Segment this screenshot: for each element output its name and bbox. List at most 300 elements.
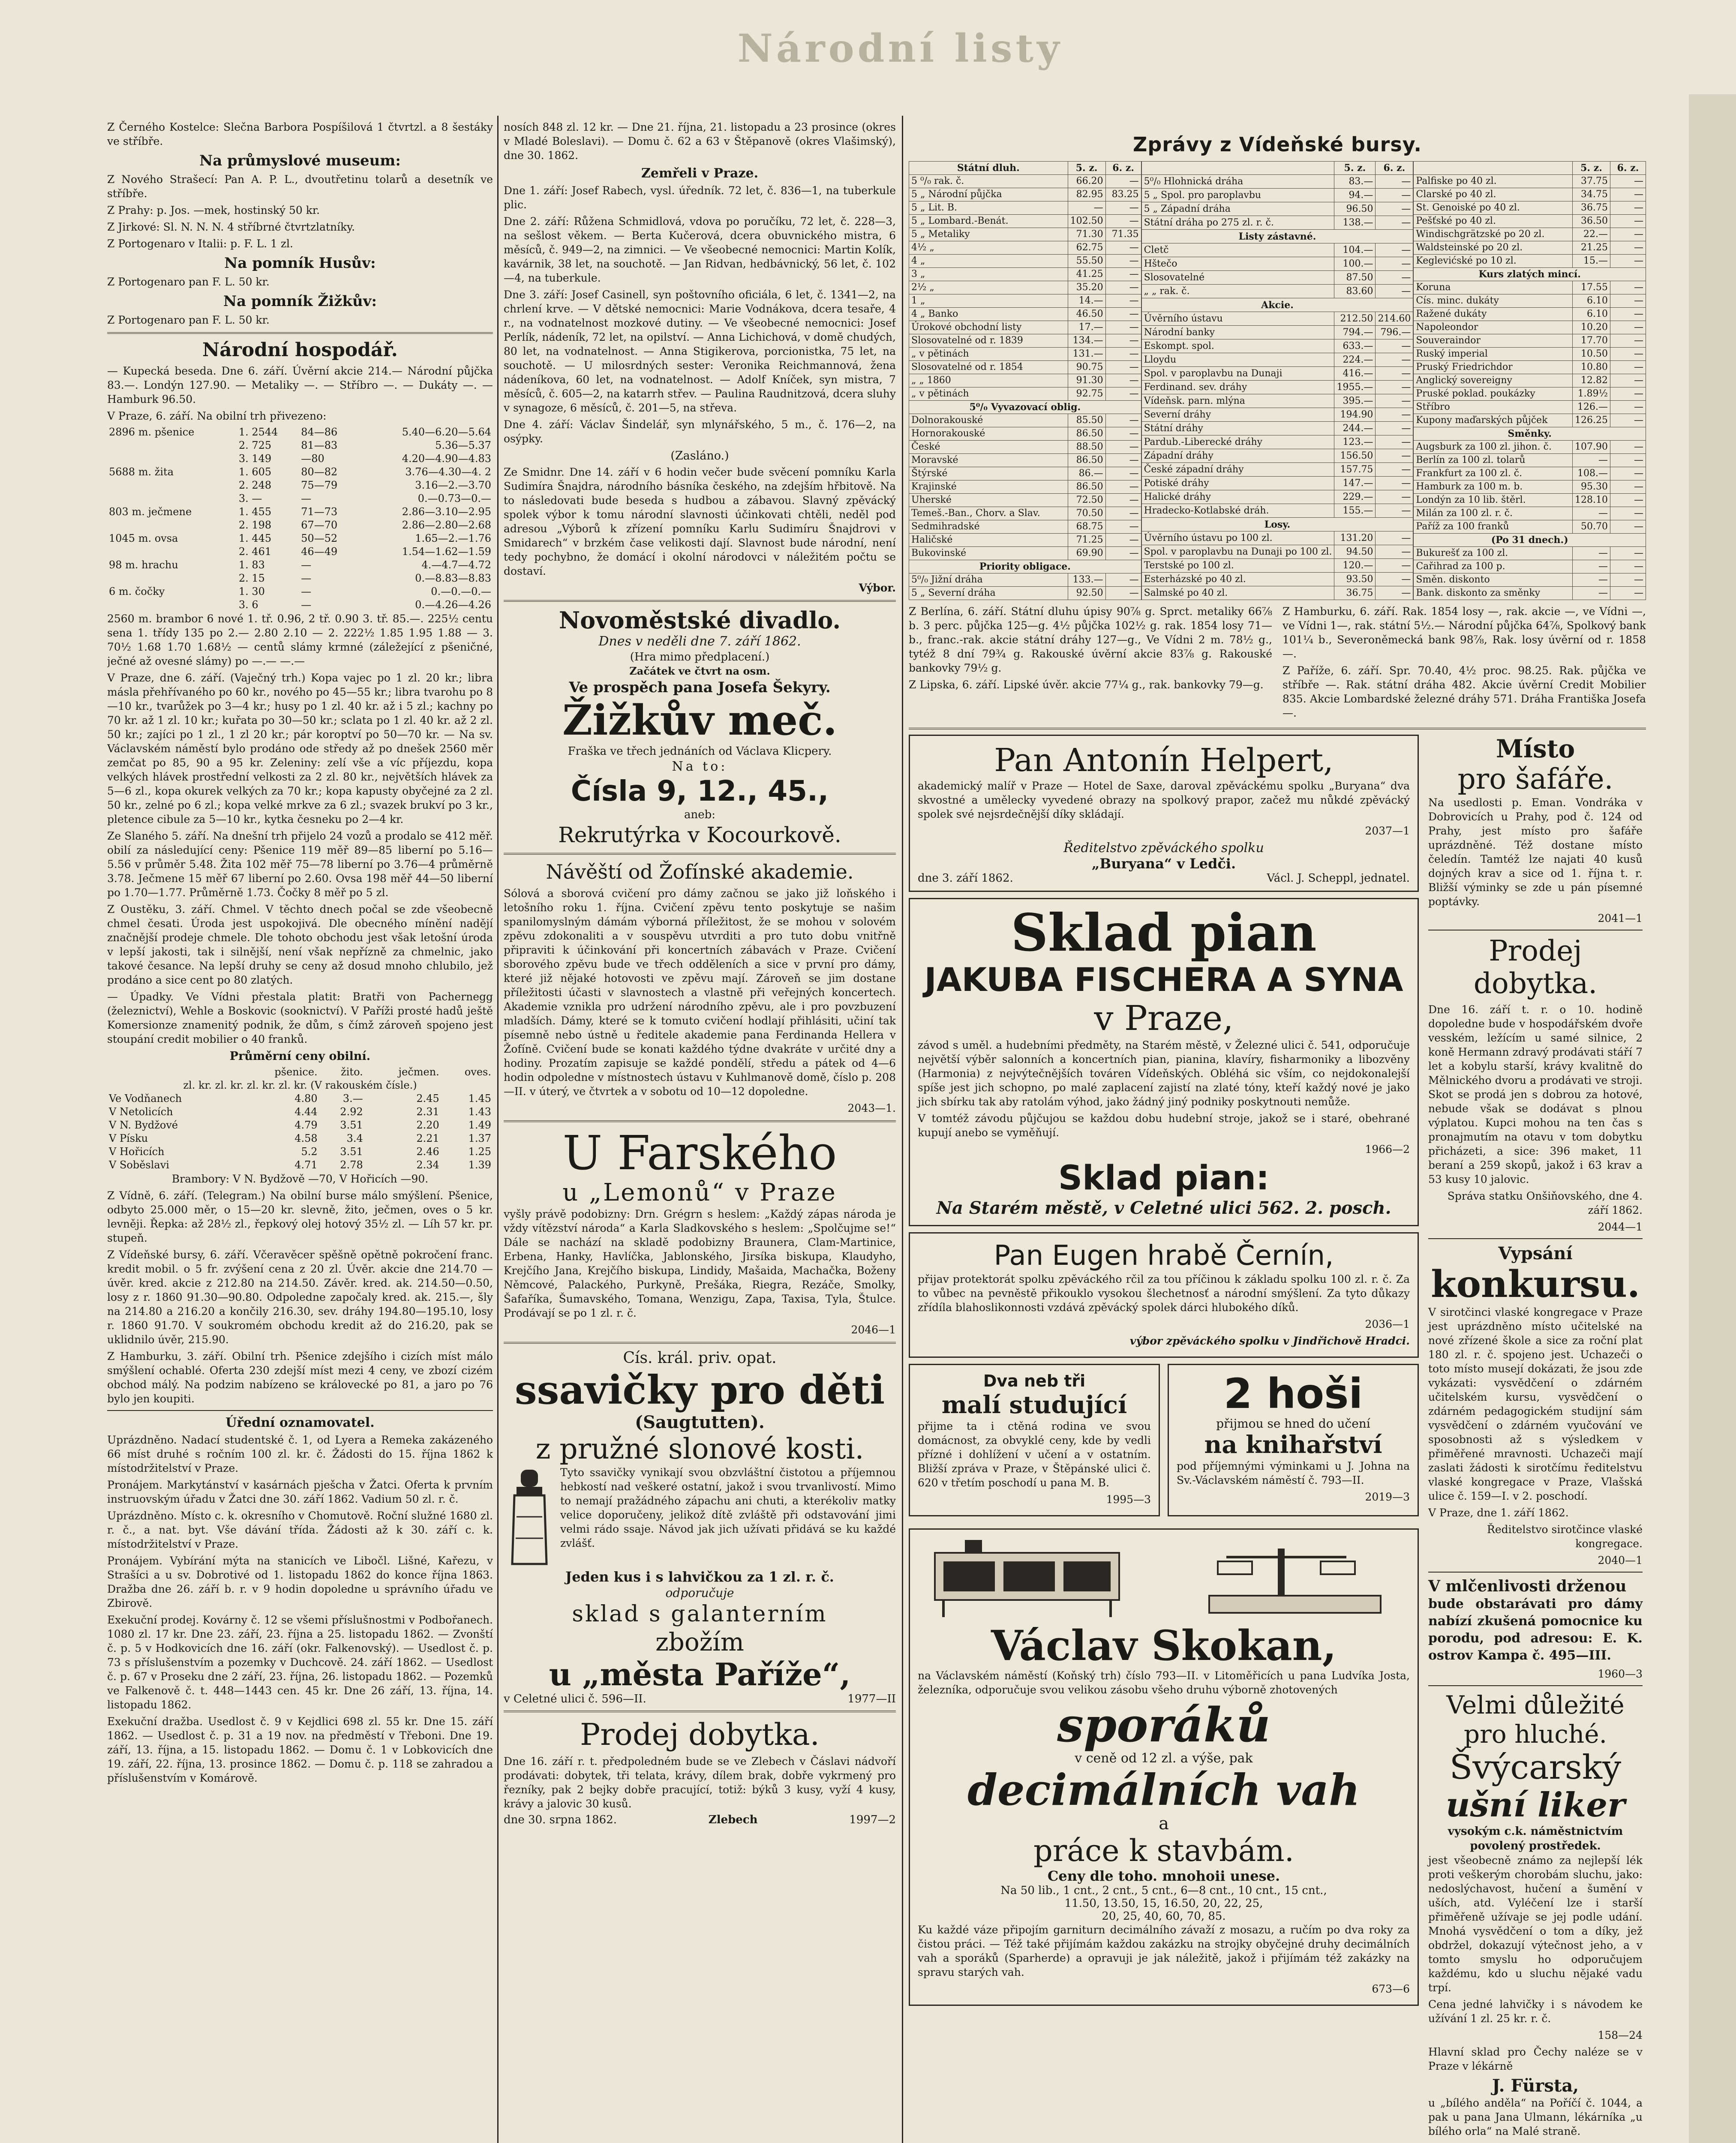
code: 2019—3 [1365, 1491, 1410, 1503]
table-cell: 92.75 [1068, 387, 1105, 401]
table-cell: 17.55 [1573, 281, 1610, 294]
ssavicky-head2: ssavičky pro děti [514, 1367, 885, 1413]
table-cell: Ruský imperial [1414, 348, 1573, 361]
table-cell: — [1105, 308, 1141, 321]
table-cell: Vídeňsk. parn. mlýna [1141, 394, 1334, 408]
table-cell: Berlín za 100 zl. tolarů [1414, 454, 1573, 467]
paragraph: Dne 3. září: Josef Casinell, syn poštovního oficiála, 6 let, č. 1341—2, na chrlení krve. — V dětské nemocnici: Marie Vodnákova, dcera tesaře, 4 r., na vodnatelnost mozkové dutiny. — Ve všeobecné nemocnici: Josef Perlík, nádeník, 72 let, na opilství. — Anna Lichichová, v domě chudých, 80 let, na vodnatelnost. — Anna Stigikerova, porcionistka, 75 let, na souchotě. — U milosrdných sester: Veronika Reichmannová, žena nádeníkova, 60 let, na vodnatelnost. — Adolf Kníček, syn mistra, 7 měsíců, č. 605—2, na katarrh střev. — Paulina Raudnitzová, dcera sluhy v synagoze, 6 měsíců, č. 201—5, na střeva. [504, 288, 896, 414]
paragraph: — Úpadky. Ve Vídni přestala platit: Bratři von Pachernegg (železnictví), Wehle a Boskovic (sooknictví). V Paříži prosté hadů ještě Komersionze znamenitý podnik, že dům, s čímž zároveň spojeno jest stoupání credit mobilier o 40 franků. [107, 990, 493, 1045]
cernin-sign: výbor zpěváckého spolku v Jindřichově Hradci. [1129, 1335, 1410, 1347]
table-cell: 416.— [1334, 367, 1376, 381]
table-cell: — [1105, 414, 1141, 427]
table-cell: Cařihrad za 100 p. [1414, 560, 1573, 573]
paragraph: Z Oustěku, 3. září. Chmel. V těchto dnech počal se zde všeobecně chmel česati. Úroda jest uspokojivá. Dle obecného mínění nadějí značnější prodeje chmele. Dle tohoto obchodu jest však letošní úroda v lepší jakosti, tak i silnější, není však nepřízně za chmelnic, jako takové česance. Na lepší druhy se ceny až dosud mnoho chlubilo, jež prodáno a sice cent po 80 zlatých. [107, 903, 493, 986]
cernin-title: Pan Eugen hrabě Černín, [994, 1240, 1334, 1272]
ssavicky-store3: u „města Paříže“, [549, 1656, 851, 1693]
table-cell: — [1376, 243, 1413, 257]
table-row [1141, 326, 1413, 339]
table-cell: 128.10 [1573, 494, 1610, 507]
skokan-prices-row: Na 50 lib., 1 cnt., 2 cnt., 5 cnt., 6—8 cnt., 10 cnt., 15 cnt., [1000, 1884, 1327, 1897]
table-cell: — [1376, 257, 1413, 271]
usni-l5: vysokým c.k. náměstnictvím povolený prostředek. [1448, 1825, 1623, 1852]
table-section-label: Priority obligace. [909, 560, 1141, 573]
table-row [1141, 559, 1413, 573]
table-cell: — [1610, 188, 1646, 201]
table-cell: — [1376, 586, 1413, 600]
table-cell: 2. 15 [238, 572, 265, 584]
table-cell: 4.—4.7—4.72 [421, 559, 491, 571]
table-row [909, 348, 1141, 361]
table-cell: Augsburk za 100 zl. jihon. č. [1414, 441, 1573, 454]
table-cell: 5 ⁰/₀ rak. č. [909, 175, 1068, 188]
table-cell: 91.30 [1068, 374, 1105, 387]
table-cell: Slosovatelné od r. 1839 [909, 334, 1068, 348]
table-row [1141, 463, 1413, 477]
table-row [107, 585, 493, 598]
table-cell: — [1105, 507, 1141, 520]
table-cell: — [1610, 480, 1646, 494]
table-row [107, 519, 493, 532]
table-row [1141, 257, 1413, 271]
table-cell: Hštečo [1141, 257, 1334, 271]
table-cell: 5 „ Lit. B. [909, 201, 1068, 215]
table-cell: 2.86—3.10—2.95 [402, 506, 491, 518]
paragraph: Brambory: V N. Bydžově —70, V Hořicích —90. [171, 1173, 429, 1185]
paragraph: přijav protektorát spolku zpěváckého rčil za tou příčinou k základu spolku 100 zl. r. č. Za to vůbec na pevněstě přikouklo vysokou šlechetnosť a národní smýšlení. Za tyto důkazy zřídíla blahoslikonnosti vzdává zpěvácký spolek dárci hlubokého díků. [918, 1273, 1410, 1314]
table-cell: Spol. v paroplavbu na Dunaji po 100 zl. [1141, 545, 1334, 559]
table-row [1141, 490, 1413, 504]
bourse-table-a [909, 161, 1141, 600]
masthead-title: Národní listy [737, 26, 1063, 71]
table-cell [107, 598, 237, 612]
table-cell: 3. — [238, 492, 262, 504]
table-cell: 17.— [1068, 321, 1105, 334]
table-row [909, 241, 1141, 255]
paragraph: Sólová a sborová cvičení pro dámy začnou se jako již loňského i letošního roku 1. října. Cvičení zpěvu tento poskytuje se našim spanilomyslným dámám výborná příležitost, že se mohou v solovém zpěvu zdokonaliti a v souspěvu utvrditi a pro tuto dobu vnitřně připraviti k účinkování při koncertních zábavách v Praze. Cvičení sborového zpěvu bude ve třech odděleních a sice v první pro dámy, které již nějaké hotovosti ve zpěvu mají. Zároveň se jim dostane příležitosti účasti v slavnostech a vlastně při veřejných koncertech. Akademie vznikla pro udržení národního zpěvu, ale i pro povzbuzení mladších. Dámy, které se k tomuto cvičení hodlají přihlásiti, učiní tak písemně nebo ústně u ředitele akademie pana Ferdinanda Hellera v Žofíně. Cvičení bude se konati každého týdne dvakráte v určité dny a hodiny. Prozatím zapisuje se každé pondělí, středu a pátek od 4—6 hodin odpoledne v místnostech ústavu v Kuhlmanově domě, číslo p. 208—II. v úterý, ve čtvrtek a v sobotu od 10—12 dopoledne. [504, 887, 896, 1098]
table-row [1141, 298, 1413, 312]
table-cell: 46.50 [1068, 308, 1105, 321]
table-cell: — [1376, 531, 1413, 545]
ssavicky-head1: Cís. král. priv. opat. [623, 1349, 777, 1367]
divider [504, 1120, 896, 1122]
table-row [1414, 560, 1646, 573]
table-cell: 5 „ Spol. pro paroplavbu [1141, 189, 1334, 202]
table-row [909, 228, 1141, 241]
table-cell: — [1376, 559, 1413, 573]
table-cell: 4.80 [294, 1093, 318, 1105]
divider [504, 853, 896, 855]
table-cell: 1.54—1.62—1.59 [402, 546, 491, 558]
divider [1428, 1238, 1643, 1239]
paragraph: Z Jirkové: Sl. N. N. N. 4 stříbrné čtvrtzlatníky. [107, 221, 355, 233]
table-cell: Pešťské po 40 zl. [1414, 215, 1573, 228]
table-cell: — [1376, 339, 1413, 353]
table-cell: Státní dráhy [1141, 422, 1334, 435]
table-cell: 244.— [1334, 422, 1376, 435]
table-cell: 0.—4.26—4.26 [415, 599, 491, 611]
ssavicky-addr: v Celetné ulici č. 596—II. [504, 1693, 646, 1705]
table-cell: Eskompt. spol. [1141, 339, 1334, 353]
theatre-title: Novoměstské divadlo. [559, 606, 841, 634]
code: 2037—1 [1365, 825, 1410, 837]
table-row [1141, 243, 1413, 257]
paragraph: Dne 16. září t. r. o 10. hodině dopoledne bude v hospodářském dvoře vesském, ležícím u samé silnice, 2 koně Hermann zdravý prodávati stáří 7 let a kobylu starší, krávy kvalitně do Mělnického dvoru a prodávati ve stroji. Skot se prodá jen s dobrou za hotové, nebude však se dodávat s plnou výplatou. Kupci mohou na ten čas s pronajmutím na otavu v tom dobytku přicházeti, a sice: 396 maket, 11 beraní a 259 skopů, jakož i 63 krav a 53 kusy 10 jalovic. [1428, 1003, 1643, 1186]
table-cell: 1955.— [1334, 381, 1376, 394]
paragraph: pod příjemnými výminkami u J. Johna na Sv.-Václavském náměstí č. 793—II. [1177, 1460, 1410, 1486]
table-row [1414, 281, 1646, 294]
table-cell: — [301, 572, 312, 584]
table-cell: — [1105, 547, 1141, 560]
table-cell: — [1610, 361, 1646, 374]
section-heading: (Zasláno.) [670, 449, 729, 462]
paragraph: závod s uměl. a hudebními předměty, na Starém městě, v Železné ulici č. 541, odporučuje největší výběr salonních a koncertních pian, pianina, klavíry, fisharmoniky a libozvěny (Harmonia) z nejvýtečnějších továren Vídeňských. Obléhá sic vším, co nejdokonalejší spíše jest jich schopno, po malé zaplacení zajistí na zlaté tóny, kteří každý nové je jako jich sbírku tak aby ratolám výhod, jako žádný jiný podniky poskytnouti nemůže. [918, 1039, 1410, 1108]
table-cell: — [301, 585, 312, 597]
table-row [1141, 449, 1413, 463]
skokan-prices-head: Ceny dle toho. mnohoii unese. [1047, 1868, 1280, 1884]
stove-and-scale-illustration [918, 1536, 1406, 1621]
table-cell: 147.— [1334, 477, 1376, 490]
fischer-firm: JAKUBA FISCHERA A SYNA [924, 960, 1403, 999]
table-cell: 2.34 [416, 1159, 439, 1171]
table-cell: 82.95 [1068, 188, 1105, 201]
table-row [909, 201, 1141, 215]
table-cell: St. Genoiské po 40 zl. [1414, 201, 1573, 215]
table-cell: Směn. diskonto [1414, 573, 1573, 587]
paragraph: Exekuční dražba. Usedlost č. 9 v Kejdlici 698 zl. 55 kr. Dne 15. září 1862. — Usedlost č. p. 31 a 19 nov. na předměstí v Třeboni. Dne 19. září, 13. října, a 15. listopadu 1862. — Domu č. 1 v Lobkovicích dne 19. září, 22. října, 13. prosince 1862. — Domu č. p. 118 se zahradou a příslušenstvím v Komárově. [107, 1715, 493, 1784]
theatre-play: Žižkův meč. [562, 696, 838, 744]
table-header: 6. z. [1105, 162, 1141, 175]
paragraph: Ze Smidnr. Dne 14. září v 6 hodin večer bude svěcení pomníku Karla Sudimíra Šnajdra, národního básníka českého, na zdejším hřbitově. Na to následovati bude beseda s hudbou a zábavou. Slavný zpěvácký spolek výbor k tomu národní slavnosti účinkovati chtěli, neděl pod adresou „Výborů k zřízení pomníku Karlu Sudimíru Šnajdrovi v Smidarech“ v brzkém čase velikosti dají. Slavnost bude národní, není tedy pochybno, že domácí i okolní národovci v náležitém počtu se dostaví. [504, 466, 896, 577]
table-cell: — [1573, 547, 1610, 560]
table-cell: Slosovatelné [1141, 271, 1334, 285]
table-section-label: 5⁰/₀ Vyvazovací oblig. [909, 401, 1141, 414]
table-cell: 3 „ [909, 268, 1068, 281]
paragraph: V Praze, dne 6. září. (Vaječný trh.) Kopa vajec po 1 zl. 20 kr.; libra másla přehřívaného po 60 kr., nového po 45—55 kr.; libra tvarohu po 8—10 kr., tvarůžek po 3—4 kr.; husy po 1 zl. 40 kr. až i 5 zl.; kachny po 70 kr. až 1 zl. 10 kr.; kuřata po 30—50 kr.; sclata po 1 zl. 40 kr. až 2 zl. 50 kr.; zajíci po 1 zl., 1 zl 20 kr.; pár koroptví po 50—70 kr. — Na sv. Václavském náměstí bylo prodáno ode středy až po dnešek 2560 měr zemčat po 85, 90 a 95 kr. Zeleniny: zelí vše a víc příjezdu, kopa velkých hlávek prostřední velkosti za 2 zl. 80 kr., největších hlávek za 5—6 zl., kopa okurek velkých za 70 kr.; kopa kapusty obyčejné za 2 zl. 50 kr., zelné po 6 zl.; kopa velké mrkve za 6 zl.; svazek brukví po 3 kr., pletence cibule za 5—10 kr., kytka česneku po 2—4 kr. [107, 672, 493, 825]
table-cell: 3.— [342, 1093, 363, 1105]
table-cell: 10.20 [1573, 321, 1610, 334]
table-cell: 2896 m. pšenice [109, 426, 195, 438]
paragraph: Z Portogenaro pan F. L. 50 kr. [107, 314, 270, 326]
table-cell: 104.— [1334, 243, 1376, 257]
table-row [107, 558, 493, 572]
table-cell: Severní dráhy [1141, 408, 1334, 422]
table-row [909, 387, 1141, 401]
table-cell: — [1573, 560, 1610, 573]
table-cell: 67—70 [301, 519, 338, 531]
table-cell: 2. 248 [238, 479, 272, 491]
table-row [107, 598, 493, 612]
table-cell: 4.79 [294, 1119, 318, 1131]
paragraph: Z Lipska, 6. září. Lipské úvěr. akcie 77¼ g., rak. bankovky 79—g. [909, 678, 1264, 691]
table-cell: — [1610, 321, 1646, 334]
table-cell: 4½ „ [909, 241, 1068, 255]
table-row [909, 401, 1141, 414]
table-cell: — [1105, 268, 1141, 281]
table-cell: — [1105, 201, 1141, 215]
table-row [1141, 435, 1413, 449]
table-cell: Windischgrätzské po 20 zl. [1414, 228, 1573, 241]
table-cell: 796.— [1376, 326, 1413, 339]
table-cell: 633.— [1334, 339, 1376, 353]
table-row [909, 534, 1141, 547]
table-cell: — [1376, 490, 1413, 504]
paragraph: Pronájem. Markytánství v kasárnách pješcha v Žatci. Oferta k prvním instruovským úřadu v Žatci dne 30. září 1862. Vadium 50 zl. r. č. [107, 1479, 493, 1505]
table-cell: Cís. minc. dukáty [1414, 294, 1573, 308]
table-cell: — [1376, 573, 1413, 586]
table-cell: 36.75 [1573, 201, 1610, 215]
table-cell: 96.50 [1334, 202, 1376, 216]
paragraph: V Praze, 6. září. Na obilní trh přivezeno: [107, 410, 327, 422]
table-cell: 1. 30 [238, 585, 265, 597]
table-cell [107, 479, 237, 492]
table-cell: 4.71 [294, 1159, 318, 1171]
table-cell: V Soběslavi [109, 1159, 169, 1171]
ssavicky-head4: z pružné slonové kosti. [535, 1432, 864, 1465]
fischer-city: v Praze, [1094, 998, 1234, 1038]
table-cell: 0.—0.—0.— [431, 585, 491, 597]
table-cell: 1. 2544 [238, 426, 278, 438]
table-cell: Cletč [1141, 243, 1334, 257]
table-cell: 1.37 [468, 1132, 491, 1144]
table-cell: 108.— [1573, 467, 1610, 480]
code: 158—24 [1598, 2029, 1643, 2041]
table-row [909, 281, 1141, 294]
helpert-sign: Václ. J. Scheppl, jednatel. [1267, 872, 1410, 885]
table-cell: Úrokové obchodní listy [909, 321, 1068, 334]
table-row [909, 175, 1141, 188]
table-cell: 50.70 [1573, 520, 1610, 534]
table-cell: — [1610, 241, 1646, 255]
table-cell: 395.— [1334, 394, 1376, 408]
divider [1428, 1685, 1643, 1686]
table-cell: 1.25 [468, 1146, 491, 1158]
table-row [909, 308, 1141, 321]
konkurs-l2: konkursu. [1431, 1263, 1640, 1306]
table-row [1141, 408, 1413, 422]
paragraph: Z Portogenaro v Italii: p. F. L. 1 zl. [107, 237, 293, 250]
farar-ad [1428, 735, 1643, 795]
table-cell: Terstské po 100 zl. [1141, 559, 1334, 573]
table-cell: Potiské dráhy [1141, 477, 1334, 490]
table-row [1141, 545, 1413, 559]
table-cell: 1. 455 [238, 506, 272, 518]
table-cell: Pruské poklad. poukázky [1414, 387, 1573, 401]
table-row [909, 547, 1141, 560]
table-cell: Anglický sovereigny [1414, 374, 1573, 387]
table-cell: 80—82 [301, 466, 338, 478]
table-row [1414, 334, 1646, 348]
farsky-sub: u „Lemonů“ v Praze [562, 1179, 837, 1207]
table-cell: — [1105, 175, 1141, 188]
table-cell: — [1610, 228, 1646, 241]
table-cell: 5 „ Severní dráha [909, 587, 1068, 600]
table-cell: — [1376, 189, 1413, 202]
table-cell: — [1610, 414, 1646, 427]
ssavicky-addr-row [504, 1693, 896, 1705]
table-cell: České [909, 441, 1068, 454]
code: 1977—II [847, 1693, 896, 1705]
table-cell: 1 „ [909, 294, 1068, 308]
table-cell: „ v pětinách [909, 387, 1068, 401]
table-cell: 2. 198 [238, 519, 272, 531]
table-cell: Státní dráha po 275 zl. r. č. [1141, 216, 1334, 230]
table-cell: 157.75 [1334, 463, 1376, 477]
column-rule [902, 116, 903, 2143]
table-cell: — [1610, 294, 1646, 308]
table-cell: — [1610, 387, 1646, 401]
studenti-l1: Dva neb tři [983, 1372, 1086, 1390]
table-cell: Spol. v paroplavbu na Dunaji [1141, 367, 1334, 381]
table-cell: 2.21 [416, 1132, 439, 1144]
paragraph: bude obstarávati pro dámy nabízí zkušená pomocnice ku porodu, pod adresou: E. K. ostrov Kampa č. 495—III. [1428, 1597, 1643, 1663]
section-heading: Zemřeli v Praze. [641, 166, 759, 181]
table-row [107, 545, 493, 558]
skokan-sporaky: sporáků [1057, 1697, 1270, 1753]
theatre-second: Rekrutýrka v Kocourkově. [558, 822, 841, 847]
theatre-sub: (Hra mimo předplacení.) [630, 651, 770, 663]
section-heading: Průměrní ceny obilní. [229, 1050, 371, 1063]
paragraph: Hlavní sklad pro Čechy naléze se v Praze v lékárně [1428, 2046, 1643, 2072]
paragraph: na Václavském náměstí (Koňský trh) číslo 793—II. v Litoměřicích u pana Ludvíka Josta, železníka, odporučuje svou velikou zásobu všeho druhu výborně zhotovených [918, 1669, 1410, 1696]
table-row [1414, 401, 1646, 414]
table-row [1414, 201, 1646, 215]
table-cell: 87.50 [1334, 271, 1376, 285]
table-row [1141, 353, 1413, 367]
table-row [1414, 573, 1646, 587]
paragraph: Uprázdněno. Nadací studentské č. 1, od Lyera a Remeka zakázeného 66 míst druhé s ročním 100 zl. kr. č. Žádosti do 15. října 1862 k místodržitelství v Praze. [107, 1434, 493, 1474]
table-cell: 4 „ [909, 255, 1068, 268]
table-row [107, 479, 493, 492]
signature: Ředitelstvo sirotčince vlaské kongregace. [1487, 1523, 1643, 1550]
table-row [1414, 520, 1646, 534]
table-cell: 92.50 [1068, 587, 1105, 600]
ssavicky-ad [504, 1349, 896, 1465]
table-cell: Hornorakouské [909, 427, 1068, 441]
table-cell: — [1376, 463, 1413, 477]
table-cell: 93.50 [1334, 573, 1376, 586]
table-cell: Národní banky [1141, 326, 1334, 339]
table-cell: 86.— [1068, 467, 1105, 480]
table-header: 5. z. [1068, 162, 1105, 175]
table-row [1414, 188, 1646, 201]
table-row [1414, 294, 1646, 308]
table-row [909, 215, 1141, 228]
table-cell: 156.50 [1334, 449, 1376, 463]
table-cell: 86.50 [1068, 454, 1105, 467]
table-row [107, 492, 493, 505]
paragraph: Tyto ssavičky vynikají svou obzvláštní čistotou a příjemnou hebkostí nad veškeré ostatní, jakož i svou trvanlivostí. Mimo to nemají pražádného zápachu ani chuti, a kterékoliv matky velice doporučeny, jelikož dítě zvláště při odstavování jimi velmi rádo ssaje. Návod jak jich užívati přidává se ku každé zvlášť. [560, 1466, 896, 1549]
table-row [1414, 228, 1646, 241]
column-rule [497, 116, 499, 2143]
table-cell: 155.— [1334, 504, 1376, 518]
studenti-l2: malí studující [941, 1391, 1127, 1419]
table-cell: 6.10 [1573, 308, 1610, 321]
skokan-works: práce k stavbám. [1033, 1833, 1294, 1868]
helpert-ad [909, 735, 1419, 892]
table-header [107, 1065, 239, 1079]
table-cell: — [1376, 271, 1413, 285]
table-cell: Pardub.-Liberecké dráhy [1141, 435, 1334, 449]
table-row [1414, 308, 1646, 321]
table-row [1414, 321, 1646, 334]
table-cell: 1.49 [468, 1119, 491, 1131]
table-cell: 1. 445 [238, 532, 272, 544]
farar-title: Místo [1496, 734, 1575, 763]
table-row [1414, 255, 1646, 268]
table-cell: V N. Bydžové [109, 1119, 178, 1131]
table-cell: — [1376, 504, 1413, 518]
paragraph: Z Portogenaro pan F. L. 50 kr. [107, 276, 270, 288]
table-cell: — [1105, 321, 1141, 334]
table-cell: — [1610, 334, 1646, 348]
table-cell: — [1068, 201, 1105, 215]
table-row [1414, 467, 1646, 480]
table-cell: 212.50 [1334, 312, 1376, 326]
table-cell: Souveraindor [1414, 334, 1573, 348]
theatre-play-note: Fraška ve třech jednáních od Václava Klicpery. [568, 745, 832, 758]
paragraph: Z Prahy: p. Jos. —mek, hostinský 50 kr. [107, 204, 320, 216]
table-row [909, 361, 1141, 374]
table-cell: — [1105, 467, 1141, 480]
table-cell: 6 m. čočky [109, 585, 165, 597]
divider [504, 600, 896, 602]
table-cell: — [1376, 353, 1413, 367]
table-header [1141, 162, 1334, 175]
table-row [909, 255, 1141, 268]
table-cell: 95.30 [1573, 480, 1610, 494]
table-cell [107, 545, 237, 558]
table-row [1414, 454, 1646, 467]
ssavicky-store [504, 1568, 896, 1705]
skokan-prices-row: 11.50, 13.50, 15, 16.50, 20, 22, 25, [1064, 1897, 1263, 1910]
table-cell: — [1105, 334, 1141, 348]
table-cell: — [1105, 348, 1141, 361]
table-row [1414, 387, 1646, 401]
table-cell: 2.92 [340, 1106, 363, 1118]
skokan-vahy: decimálních vah [967, 1765, 1360, 1815]
table-cell: — [1376, 216, 1413, 230]
table-cell: 131.20 [1334, 531, 1376, 545]
table-row [909, 374, 1141, 387]
table-cell: 14.— [1068, 294, 1105, 308]
table-cell: 126.— [1573, 401, 1610, 414]
divider [909, 728, 1646, 729]
ssavicky-store2: zbožím [655, 1627, 744, 1657]
paragraph: 2560 m. brambor 6 nové 1. tř. 0.96, 2 tř. 0.90 3. tř. 85.—. 225½ centu sena 1. třídy 135 po 2.— 2.80 2.10 — 2. 222½ 1.85 1.95 1.88 — 3. 70½ 1.68 1.70 1.68½ — centů slámy krmné (záležející z pšeničné, ječné až ovesné slámy) po —.— —.— [107, 612, 493, 667]
section-heading: Na průmyslové museum: [199, 152, 401, 169]
table-cell: — [1105, 480, 1141, 494]
ssavicky-price: Jeden kus i s lahvičkou za 1 zl. r. č. [565, 1569, 834, 1585]
table-cell: „ „ rak. č. [1141, 285, 1334, 298]
ssavicky-head3: (Saugtutten). [635, 1412, 765, 1432]
paragraph: Dne 4. září: Václav Šindelář, syn mlynářského, 5 m., č. 176—2, na osýpky. [504, 418, 896, 445]
table-row [1414, 480, 1646, 494]
fischer-title: Sklad pian [1011, 903, 1317, 963]
table-row [1141, 394, 1413, 408]
hosi-l1: 2 hoši [1223, 1370, 1363, 1418]
table-cell: 2.20 [416, 1119, 439, 1131]
table-cell: — [1610, 467, 1646, 480]
usni-ad [1428, 1690, 1643, 1853]
table-header-row [107, 1065, 493, 1079]
table-row [1141, 339, 1413, 353]
paragraph: Z Černého Kostelce: Slečna Barbora Pospíšilová 1 čtvrtzl. a 8 šestáky ve stříbře. [107, 121, 493, 147]
table-cell: 229.— [1334, 490, 1376, 504]
table-cell: Salmské po 40 zl. [1141, 586, 1334, 600]
table-cell: 131.— [1068, 348, 1105, 361]
table-row [909, 573, 1141, 587]
average-prices-table [107, 1065, 493, 1172]
